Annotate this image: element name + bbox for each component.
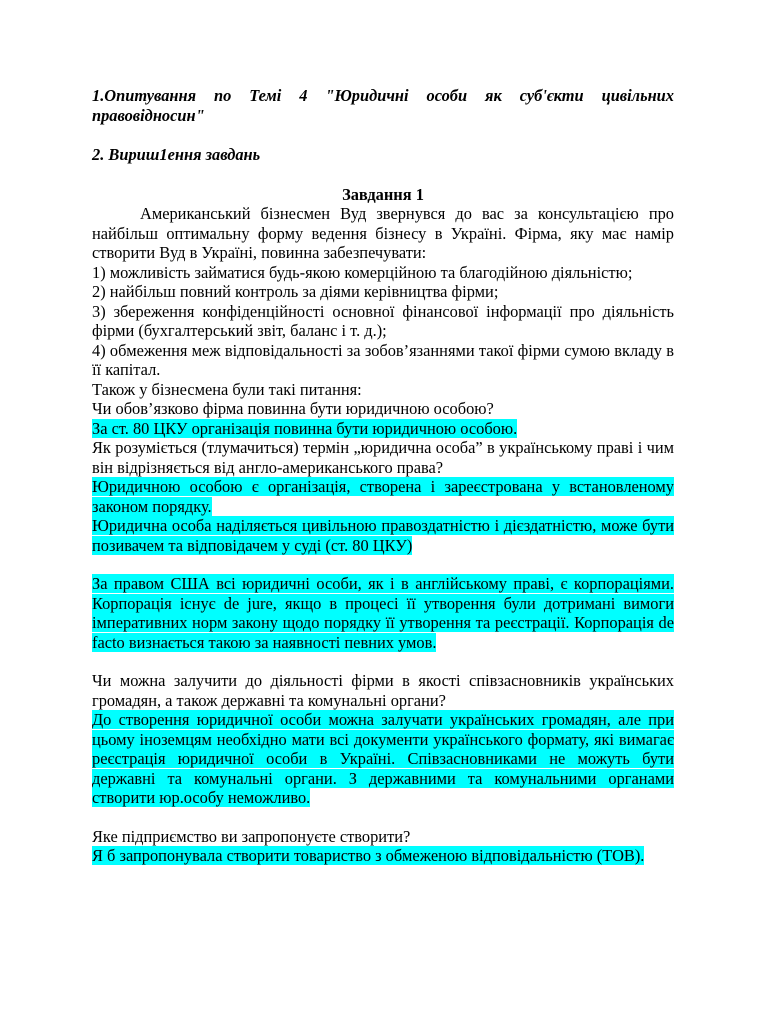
- question-2: Як розуміється (тлумачиться) термін „юридична особа” в українському праві і чим він відрізняється від англо-американського права?: [92, 438, 674, 477]
- topic-heading: 1.Опитування по Темі 4 "Юридичні особи як суб'єкти цивільних правовідносин": [92, 86, 674, 125]
- list-item-2: 2) найбільш повний контроль за діями керівництва фірми;: [92, 282, 499, 301]
- list-item-3: 3) збереження конфіденційності основної фінансової інформації про діяльність фірми (бухгалтерський звіт, баланс і т. д.);: [92, 301, 674, 340]
- answer-3-block: [92, 710, 674, 808]
- document-body: [92, 86, 674, 866]
- list-item-1: 1) можливість займатися будь-якою комерційною та благодійною діяльністю;: [92, 262, 633, 282]
- answer-1-block: [92, 419, 674, 439]
- answer-2-part-3-block: [92, 574, 674, 652]
- question-3: Чи можна залучити до діяльності фірми в якості співзасновників українських громадян, а також державні та комунальні органи?: [92, 671, 674, 710]
- answer-2-part-3: За правом США всі юридичні особи, як і в англійському праві, є корпораціями. Корпорація існує de jure, якщо в процесі її утворення були дотримані вимоги імперативних норм закону щодо порядку її утворення та реєстрації. Корпорація de facto визнається такою за наявності певних умов.: [92, 574, 674, 652]
- answer-2-part-1: Юридичною особою є організація, створена і зареєстрована у встановленому законом порядку.: [92, 477, 674, 516]
- answer-3: До створення юридичної особи можна залучати українських громадян, але при цьому іноземцям необхідно мати всі документи українського формату, які вимагає реєстрація юридичної особи в Україні. Співзасновниками не можуть бути державні та комунальні органи. З державними та комунальними органами створити юр.особу неможливо.: [92, 710, 674, 807]
- task-title: Завдання 1: [342, 184, 424, 204]
- answer-4: Я б запропонувала створити товариство з обмеженою відповідальністю (ТОВ).: [92, 846, 645, 865]
- question-4: Яке підприємство ви запропонуєте створити?: [92, 826, 411, 846]
- questions-intro: Також у бізнесмена були такі питання:: [92, 379, 362, 399]
- answer-1: За ст. 80 ЦКУ організація повинна бути юридичною особою.: [92, 418, 518, 438]
- answer-2-part-1-block: [92, 477, 674, 516]
- task-intro: Американський бізнесмен Вуд звернувся до вас за консультацією про найбільш оптимальну форму ведення бізнесу в Україні. Фірма, яку має намір створити Вуд в Україні, повинна забезпечувати:: [92, 204, 674, 262]
- answer-4-block: [92, 846, 674, 866]
- answer-2-part-2: Юридична особа наділяється цивільною правоздатністю і дієздатністю, може бути позивачем та відповідачем у суді (ст. 80 ЦКУ): [92, 516, 674, 555]
- list-item-4: 4) обмеження меж відповідальності за зобов’язаннями такої фірми сумою вкладу в її капітал.: [92, 340, 674, 379]
- tasks-heading: 2. Вириш1ення завдань: [92, 145, 261, 164]
- answer-2-part-2-block: [92, 516, 674, 555]
- question-1: Чи обов’язково фірма повинна бути юридичною особою?: [92, 399, 494, 418]
